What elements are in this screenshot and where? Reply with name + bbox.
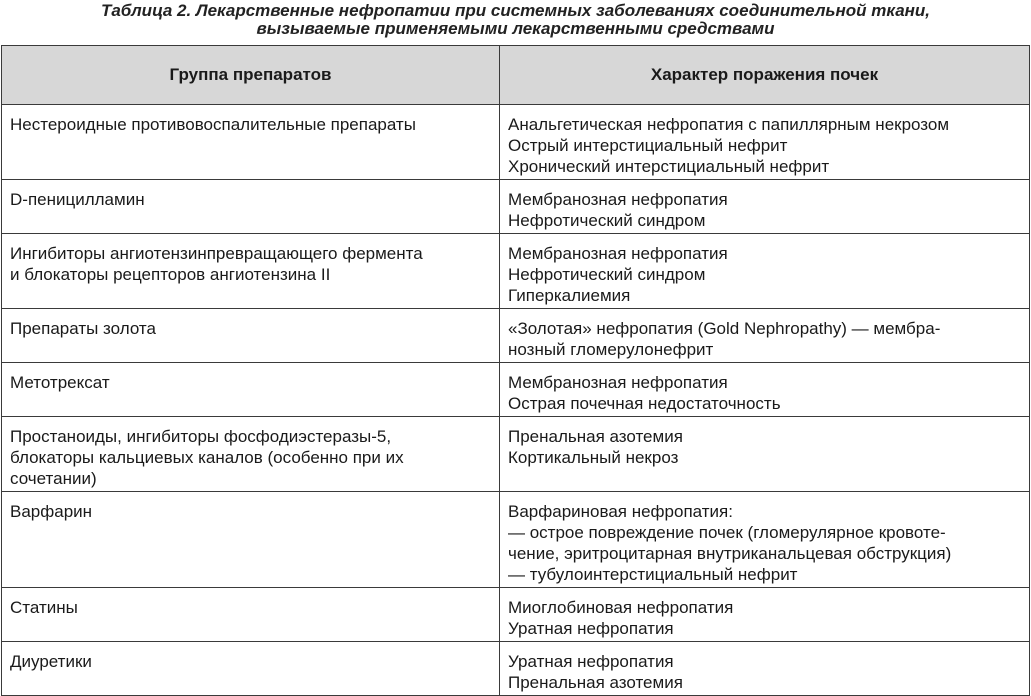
table-row xyxy=(2,309,1030,363)
drug-group-cell xyxy=(2,492,500,588)
kidney-damage-text: Острый интерстициальный нефрит xyxy=(508,136,788,155)
kidney-damage-text: чение, эритроцитарная внутриканальцевая обструкция) xyxy=(508,544,952,563)
kidney-damage-text: Хронический интерстициальный нефрит xyxy=(508,157,830,176)
drug-group-cell xyxy=(2,180,500,234)
drug-group-text: Нестероидные противовоспалительные препараты xyxy=(10,115,416,134)
table-header-row xyxy=(2,46,1030,105)
kidney-damage-cell xyxy=(500,309,1030,363)
kidney-damage-text: Уратная нефропатия xyxy=(508,652,674,671)
drug-group-text: D-пеницилламин xyxy=(10,190,145,209)
kidney-damage-text: нозный гломерулонефрит xyxy=(508,340,714,359)
table-title-line-1: Таблица 2. Лекарственные нефропатии при системных заболеваниях соединительной ткани, xyxy=(100,1,931,20)
table-row xyxy=(2,180,1030,234)
table-row xyxy=(2,642,1030,696)
drug-group-text: сочетании) xyxy=(10,469,97,488)
kidney-damage-text: Пренальная азотемия xyxy=(508,427,683,446)
drug-group-cell xyxy=(2,363,500,417)
kidney-damage-text: Анальгетическая нефропатия с папиллярным некрозом xyxy=(508,115,950,134)
table-body xyxy=(2,105,1030,696)
drug-group-text: Метотрексат xyxy=(10,373,110,392)
kidney-damage-text: Нефротический синдром xyxy=(508,211,706,230)
drug-group-cell xyxy=(2,105,500,180)
drug-group-cell xyxy=(2,234,500,309)
kidney-damage-text: Миоглобиновая нефропатия xyxy=(508,598,734,617)
kidney-damage-text: Мембранозная нефропатия xyxy=(508,190,728,209)
kidney-damage-text: Мембранозная нефропатия xyxy=(508,244,728,263)
kidney-damage-text: Варфариновая нефропатия: xyxy=(508,502,733,521)
kidney-damage-text: Пренальная азотемия xyxy=(508,673,683,692)
table-row xyxy=(2,417,1030,492)
nephropathy-table xyxy=(1,45,1030,696)
drug-group-text: Диуретики xyxy=(10,652,92,671)
kidney-damage-cell xyxy=(500,642,1030,696)
kidney-damage-text: — острое повреждение почек (гломерулярное кровоте- xyxy=(508,523,946,542)
table-row xyxy=(2,363,1030,417)
drug-group-text: Препараты золота xyxy=(10,319,156,338)
kidney-damage-cell xyxy=(500,588,1030,642)
kidney-damage-text: — тубулоинтерстициальный нефрит xyxy=(508,565,798,584)
table-title xyxy=(0,0,1031,38)
table-title-line-2: вызываемые применяемыми лекарственными средствами xyxy=(256,19,775,38)
kidney-damage-text: Кортикальный некроз xyxy=(508,448,679,467)
drug-group-text: и блокаторы рецепторов ангиотензина II xyxy=(10,265,331,284)
drug-group-cell xyxy=(2,417,500,492)
drug-group-text: Варфарин xyxy=(10,502,93,521)
table-row xyxy=(2,588,1030,642)
kidney-damage-cell xyxy=(500,105,1030,180)
kidney-damage-cell xyxy=(500,417,1030,492)
kidney-damage-cell xyxy=(500,363,1030,417)
drug-group-text: блокаторы кальциевых каналов (особенно при их xyxy=(10,448,404,467)
kidney-damage-text: Нефротический синдром xyxy=(508,265,706,284)
drug-group-text: Статины xyxy=(10,598,78,617)
kidney-damage-text: Мембранозная нефропатия xyxy=(508,373,728,392)
table-row xyxy=(2,234,1030,309)
header-drug-group: Группа препаратов xyxy=(2,46,500,105)
kidney-damage-text: Уратная нефропатия xyxy=(508,619,674,638)
kidney-damage-text: «Золотая» нефропатия (Gold Nephropathy) — мембра- xyxy=(508,319,941,338)
kidney-damage-cell xyxy=(500,234,1030,309)
table-row xyxy=(2,492,1030,588)
table-row xyxy=(2,105,1030,180)
drug-group-cell xyxy=(2,642,500,696)
drug-group-text: Простаноиды, ингибиторы фосфодиэстеразы-5, xyxy=(10,427,392,446)
header-kidney-damage: Характер поражения почек xyxy=(500,46,1030,105)
drug-group-cell xyxy=(2,588,500,642)
kidney-damage-text: Гиперкалиемия xyxy=(508,286,631,305)
drug-group-cell xyxy=(2,309,500,363)
kidney-damage-cell xyxy=(500,492,1030,588)
drug-group-text: Ингибиторы ангиотензинпревращающего фермента xyxy=(10,244,423,263)
kidney-damage-cell xyxy=(500,180,1030,234)
kidney-damage-text: Острая почечная недостаточность xyxy=(508,394,781,413)
